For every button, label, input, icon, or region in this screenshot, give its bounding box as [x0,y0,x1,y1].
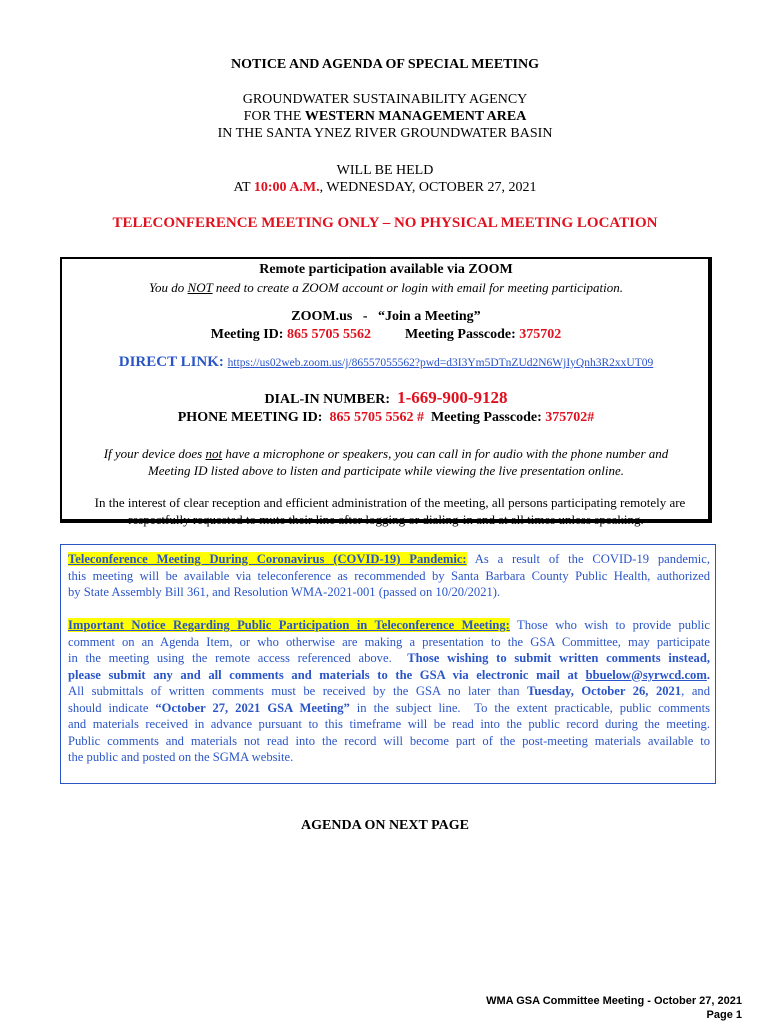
notice-text-7: and materials received in advance pursuant to this timeframe will be read into the public record during the meeting. [68,717,710,731]
mic-not: not [205,446,223,461]
agency-area-name: WESTERN MANAGEMENT AREA [304,109,527,124]
phone-meeting-line [62,410,710,426]
meeting-datetime [0,180,770,196]
mute-request-line: In the interest of clear reception and efficient administration of the meeting, all persons participating remotely are [94,495,686,510]
mic-prefix: If your device does [103,446,206,461]
remote-participation-title: Remote participation available via ZOOM [259,262,513,277]
meeting-credentials [62,327,710,343]
dial-in-number: 1-669-900-9128 [397,388,508,407]
notice-text-9: the public and posted on the SGMA website. [68,750,294,764]
agency-basin-line: IN THE SANTA YNEZ RIVER GROUNDWATER BASIN [217,126,553,141]
participation-notice-paragraph [68,617,710,766]
microphone-note-line [62,446,710,462]
covid-text-2: this meeting will be available via teleconference as recommended by Santa Barbara County Public Health, authorized [68,568,710,583]
zoom-info-box [60,257,712,527]
public-participation-box [60,544,716,784]
meeting-id-label: Meeting ID: [210,327,287,342]
meeting-time: 10:00 A.M. [253,180,320,195]
zoom-join-line: ZOOM.us - “Join a Meeting” [291,309,481,324]
covid-paragraph [68,551,710,601]
microphone-note-line-2: Meeting ID listed above to listen and participate while viewing the live presentation online. [147,463,625,478]
participation-heading: Important Notice Regarding Public Participation in Teleconference Meeting: [68,618,510,632]
remote-participation-note [62,280,710,296]
meeting-date: , WEDNESDAY, OCTOBER 27, 2021 [319,180,537,195]
phone-passcode: 375702# [545,410,595,425]
notice-text-6: should indicate [68,700,156,715]
mute-request-line-2: respectfully requested to mute their line after logging or dialing-in and at all times unless speaking. [128,512,644,527]
notice-text-5-end: , and [681,684,710,698]
footer-page-number: Page 1 [706,1009,742,1021]
held-at: AT [233,180,254,195]
notice-text-3: in the meeting using the remote access referenced above. [68,651,408,665]
mic-suffix: have a microphone or speakers, you can call in for audio with the phone number and [222,446,669,461]
dial-in-line [62,388,710,408]
held-line: WILL BE HELD [336,163,434,178]
notice-text-1: Those who wish to provide public [509,618,710,632]
phone-meeting-id: 865 5705 5562 # [329,410,424,425]
agenda-next-page: AGENDA ON NEXT PAGE [301,818,469,833]
dial-in-label: DIAL-IN NUMBER: [264,392,398,407]
covid-heading: Teleconference Meeting During Coronavirus (COVID-19) Pandemic: [68,552,467,566]
notice-text-6-end: in the subject line. To the extent practicable, public comments [349,700,710,715]
passcode-label: Meeting Passcode: [404,327,520,342]
phone-passcode-label: Meeting Passcode: [423,410,546,425]
note-suffix: need to create a ZOOM account or login with email for meeting participation. [212,280,624,295]
direct-link-line [62,354,710,371]
direct-link[interactable]: https://us02web.zoom.us/j/86557055562?pwd=d3I3Ym5DTnZUd2N6WjIyQnh3R2xxUT09 [227,357,654,369]
meeting-passcode: 375702 [519,327,562,342]
note-prefix: You do [148,280,188,295]
direct-link-label: DIRECT LINK: [118,354,228,370]
notice-text-5: All submittals of written comments must be received by the GSA no later than [68,684,528,698]
subject-line-text: “October 27, 2021 GSA Meeting” [155,700,350,715]
deadline-date: Tuesday, October 26, 2021 [527,684,682,698]
agency-area-prefix: FOR THE [243,109,305,124]
agency-name-line: GROUNDWATER SUSTAINABILITY AGENCY [242,92,528,107]
teleconference-only-notice: TELECONFERENCE MEETING ONLY – NO PHYSICAL MEETING LOCATION [112,215,658,231]
covid-text-1: As a result of the COVID-19 pandemic, [466,552,710,566]
notice-text-3-bold: Those wishing to submit written comments instead, [407,651,710,665]
phone-id-label: PHONE MEETING ID: [177,410,330,425]
covid-text-3: by State Assembly Bill 361, and Resolution WMA-2021-001 (passed on 10/20/2021). [68,585,501,599]
notice-text-4-bold: please submit any and all comments and materials to the GSA via electronic mail at [68,667,586,682]
notice-text-2: comment on an Agenda Item, or who otherwise are making a presentation to the GSA Committee, may participate [68,634,710,649]
page-title: NOTICE AND AGENDA OF SPECIAL MEETING [231,57,539,72]
email-link[interactable]: bbuelow@syrwcd.com [585,667,707,682]
note-not: NOT [187,280,213,295]
agency-area-line [0,109,770,125]
footer-meeting-title: WMA GSA Committee Meeting - October 27, 2021 [486,995,742,1007]
notice-text-8: Public comments and materials not read into the record will become part of the post-meeting materials available to [68,733,710,748]
meeting-id: 865 5705 5562 [286,327,371,342]
notice-text-4-end: . [706,667,710,682]
